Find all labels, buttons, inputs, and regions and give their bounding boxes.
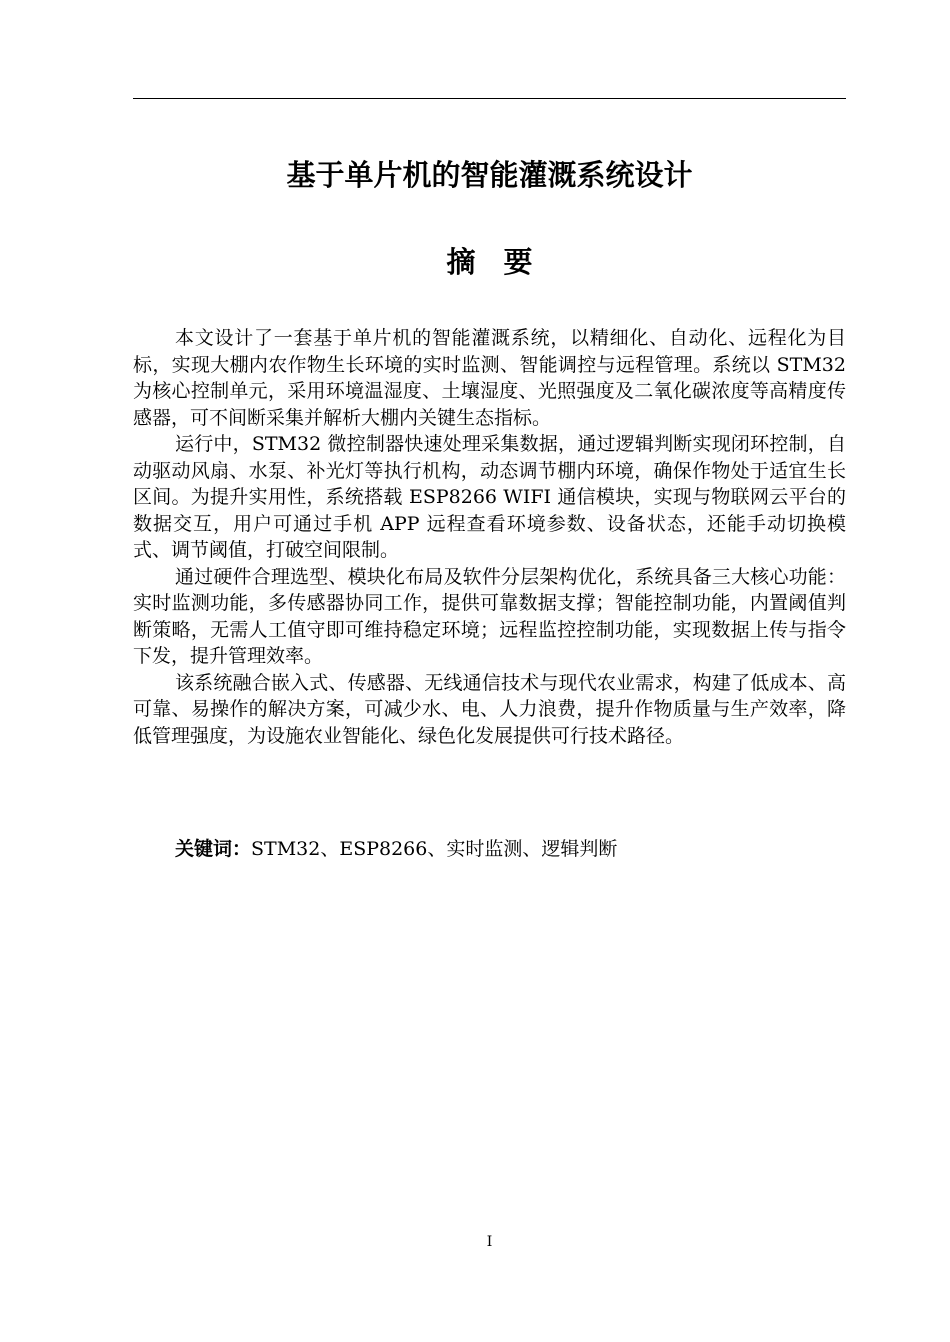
document-title: 基于单片机的智能灌溉系统设计 <box>286 158 693 192</box>
keywords-line <box>175 836 846 863</box>
page-number: I <box>486 1234 493 1250</box>
abstract-body <box>133 325 846 749</box>
abstract-paragraph: 该系统融合嵌入式、传感器、无线通信技术与现代农业需求，构建了低成本、高可靠、易操作的解决方案，可减少水、电、人力浪费，提升作物质量与生产效率，降低管理强度，为设施农业智能化、绿色化发展提供可行技术路径。 <box>133 671 846 747</box>
abstract-paragraph: 通过硬件合理选型、模块化布局及软件分层架构优化，系统具备三大核心功能：实时监测功能，多传感器协同工作，提供可靠数据支撑；智能控制功能，内置阈值判断策略，无需人工值守即可维持稳定环境；远程监控控制功能，实现数据上传与指令下发，提升管理效率。 <box>133 565 846 667</box>
abstract-heading: 摘要 <box>446 245 561 279</box>
abstract-paragraph: 本文设计了一套基于单片机的智能灌溉系统，以精细化、自动化、远程化为目标，实现大棚内农作物生长环境的实时监测、智能调控与远程管理。系统以 STM32 为核心控制单元，采用环境温湿度、土壤湿度、光照强度及二氧化碳浓度等高精度传感器，可不间断采集并解析大棚内关键生态指标。 <box>133 327 846 429</box>
keywords-text: STM32、ESP8266、实时监测、逻辑判断 <box>251 838 618 860</box>
keywords-label: 关键词： <box>175 838 252 860</box>
abstract-paragraph: 运行中，STM32 微控制器快速处理采集数据，通过逻辑判断实现闭环控制，自动驱动风扇、水泵、补光灯等执行机构，动态调节棚内环境，确保作物处于适宜生长区间。为提升实用性，系统搭载 ESP8266 WIFI 通信模块，实现与物联网云平台的数据交互，用户可通过手机 APP 远程查看环境参数、设备状态，还能手动切换模式、调节阈值，打破空间限制。 <box>133 433 846 561</box>
header-rule <box>133 98 846 99</box>
